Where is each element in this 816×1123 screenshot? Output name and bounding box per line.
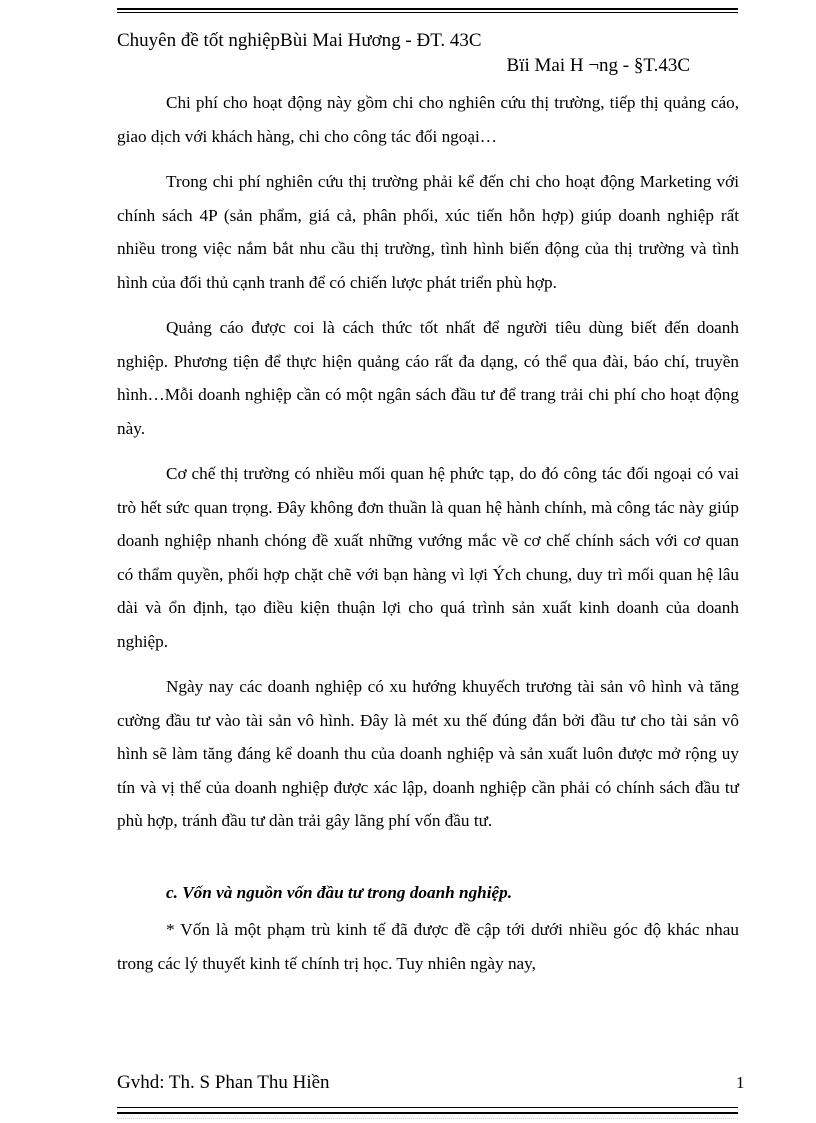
page-number: 1	[736, 1073, 745, 1092]
document-body	[117, 86, 739, 980]
paragraph: Quảng cáo được coi là cách thức tốt nhất để người tiêu dùng biết đến doanh nghiệp. Phương tiện để thực hiện quảng cáo rất đa dạng, có thể qua đài, báo chí, truyền hình…Mỗi doanh nghiệp cần có một ngân sách đầu tư để trang trải chi phí cho hoạt động này.	[117, 318, 739, 438]
paragraph: * Vốn là một phạm trù kinh tế đã được đề cập tới dưới nhiều góc độ khác nhau trong các lý thuyết kinh tế chính trị học. Tuy nhiên ngày nay,	[117, 920, 739, 973]
footer-rule	[117, 1107, 738, 1114]
paragraph: Ngày nay các doanh nghiệp có xu hướng khuyếch trương tài sản vô hình và tăng cường đầu tư vào tài sản vô hình. Đây là mét xu thế đúng đắn bởi đầu tư cho tài sản vô hình sẽ làm tăng đáng kể doanh thu của doanh nghiệp và sản xuất luôn được mở rộng uy tín và vị thế của doanh nghiệp được xác lập, doanh nghiệp cần phải có chính sách đầu tư phù hợp, tránh đầu tư dàn trải gây lãng phí vốn đầu tư.	[117, 677, 739, 830]
running-header-legacy: Bïi Mai H ¬ng - §T.43C	[506, 55, 690, 76]
footer-dotted-line	[117, 1118, 738, 1120]
running-header: Chuyên đề tốt nghiệpBùi Mai Hương - ĐT. 43C	[117, 30, 482, 51]
paragraph: Trong chi phí nghiên cứu thị trường phải kể đến chi cho hoạt động Marketing với chính sách 4P (sản phẩm, giá cả, phân phối, xúc tiến hỗn hợp) giúp doanh nghiệp rất nhiều trong việc nắm bắt nhu cầu thị trường, tình hình biến động của thị trường và tình hình của đối thủ cạnh tranh để có chiến lược phát triển phù hợp.	[117, 172, 739, 292]
paragraph: Chi phí cho hoạt động này gồm chi cho nghiên cứu thị trường, tiếp thị quảng cáo, giao dịch với khách hàng, chi cho công tác đối ngoại…	[117, 93, 739, 146]
paragraph: Cơ chế thị trường có nhiều mối quan hệ phức tạp, do đó công tác đối ngoại có vai trò hết sức quan trọng. Đây không đơn thuần là quan hệ hành chính, mà công tác này giúp doanh nghiệp nhanh chóng đề xuất những vướng mắc về cơ chế chính sách với cơ quan có thẩm quyền, phối hợp chặt chẽ với bạn hàng vì lợi Ých chung, duy trì mối quan hệ lâu dài và ổn định, tạo điều kiện thuận lợi cho quá trình sản xuất kinh doanh của doanh nghiệp.	[117, 464, 739, 651]
header-rule	[117, 8, 738, 13]
footer-advisor: Gvhd: Th. S Phan Thu Hiền	[117, 1072, 330, 1093]
section-heading: c. Vốn và nguồn vốn đầu tư trong doanh nghiệp.	[166, 882, 513, 902]
